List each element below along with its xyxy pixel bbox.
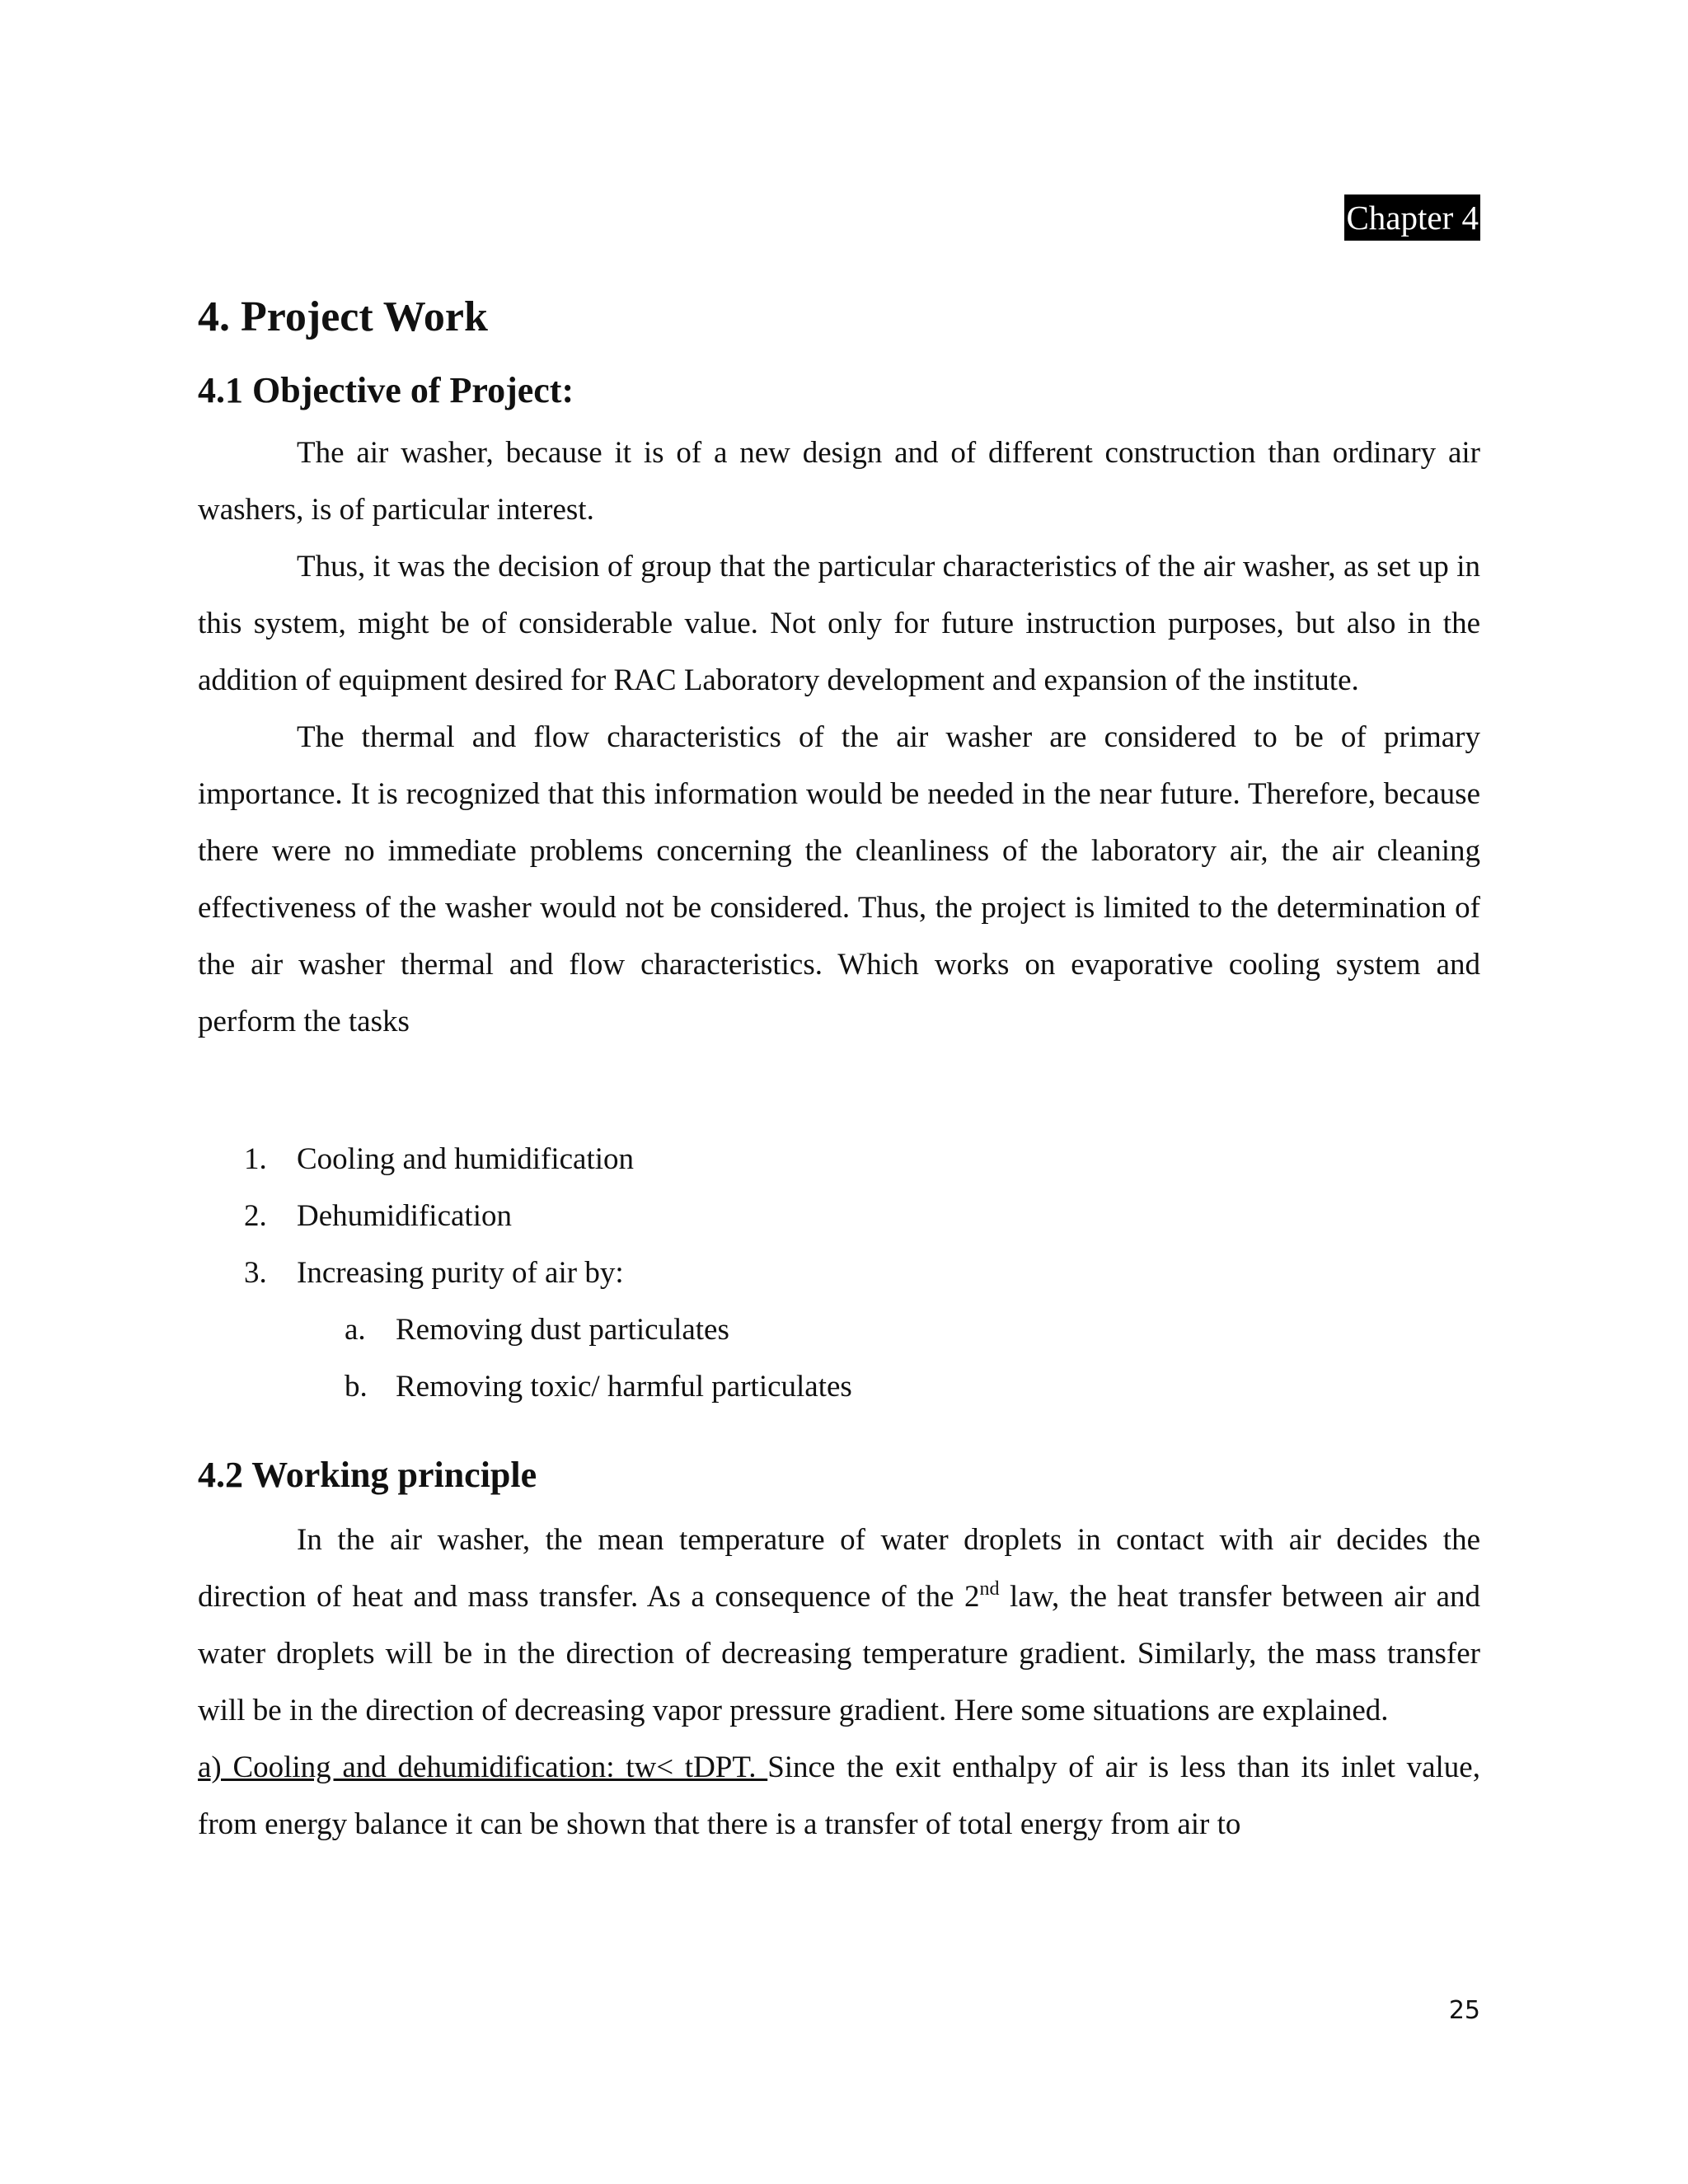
sub-list-letter: b. xyxy=(345,1370,368,1404)
sub-list-item xyxy=(198,1301,1480,1358)
list-item-text: Dehumidification xyxy=(297,1199,512,1233)
sub-task-list xyxy=(198,1301,1480,1415)
sub-list-item-text: Removing dust particulates xyxy=(396,1313,729,1347)
section-heading-objective: 4.1 Objective of Project: xyxy=(198,370,574,410)
working-principle-body xyxy=(198,1511,1480,1853)
paragraph: Thus, it was the decision of group that the particular characteristics of the air washer, as set up in this system, might be of considerable value. Not only for future instruction purposes, but also in the addition of equipment desired for RAC Laboratory development and expansion of the institute. xyxy=(198,550,1480,697)
superscript: nd xyxy=(979,1578,1000,1600)
sub-list-item-text: Removing toxic/ harmful particulates xyxy=(396,1370,852,1404)
list-item-text: Cooling and humidification xyxy=(297,1142,635,1176)
chapter-tag: Chapter 4 xyxy=(1344,194,1480,241)
list-item xyxy=(198,1244,1480,1301)
sub-list-item xyxy=(198,1358,1480,1415)
section-heading-working-principle: 4.2 Working principle xyxy=(198,1455,537,1495)
sublist-container xyxy=(198,1301,1480,1415)
paragraph: The thermal and flow characteristics of the air washer are considered to be of primary importance. It is recognized that this information would be needed in the near future. Therefore, because there were no immediate problems concerning the cleanliness of the laboratory air, the air cleaning effectiveness of the washer would not be considered. Thus, the project is limited to the determination of the air washer thermal and flow characteristics. Which works on evaporative cooling system and perform the tasks xyxy=(198,720,1480,1038)
list-number: 3. xyxy=(244,1256,267,1290)
sub-list-letter: a. xyxy=(345,1313,366,1347)
list-number: 1. xyxy=(244,1142,267,1176)
case-text: Since the exit enthalpy of air is less than its inlet value, from energy balance it can be shown that there is a transfer of total energy from air to xyxy=(198,1750,1480,1841)
list-item-text: Increasing purity of air by: xyxy=(297,1256,624,1290)
list-item xyxy=(198,1188,1480,1244)
paragraph xyxy=(198,1511,1480,1739)
paragraph-text: law, the heat transfer between air and water droplets will be in the direction of decreasing temperature gradient. Similarly, the mass transfer will be in the direction of decreasing vapor pressure gradient. Here some situations are explained. xyxy=(198,1580,1480,1727)
list-item xyxy=(198,1131,1480,1188)
paragraph-text: In the air washer, the mean temperature of water droplets in contact with air decides the direction of heat and mass transfer. As a consequence of the 2 xyxy=(198,1523,1480,1614)
case-paragraph xyxy=(198,1739,1480,1853)
paragraph: The air washer, because it is of a new design and of different construction than ordinary air washers, is of particular interest. xyxy=(198,436,1480,527)
list-number: 2. xyxy=(244,1199,267,1233)
task-list xyxy=(198,1131,1480,1415)
objective-body xyxy=(198,424,1480,1050)
case-heading: a) Cooling and dehumidification: tw< tDPT. xyxy=(198,1750,768,1784)
page-title: 4. Project Work xyxy=(198,293,488,340)
page-number: 25 xyxy=(1448,1996,1480,2025)
